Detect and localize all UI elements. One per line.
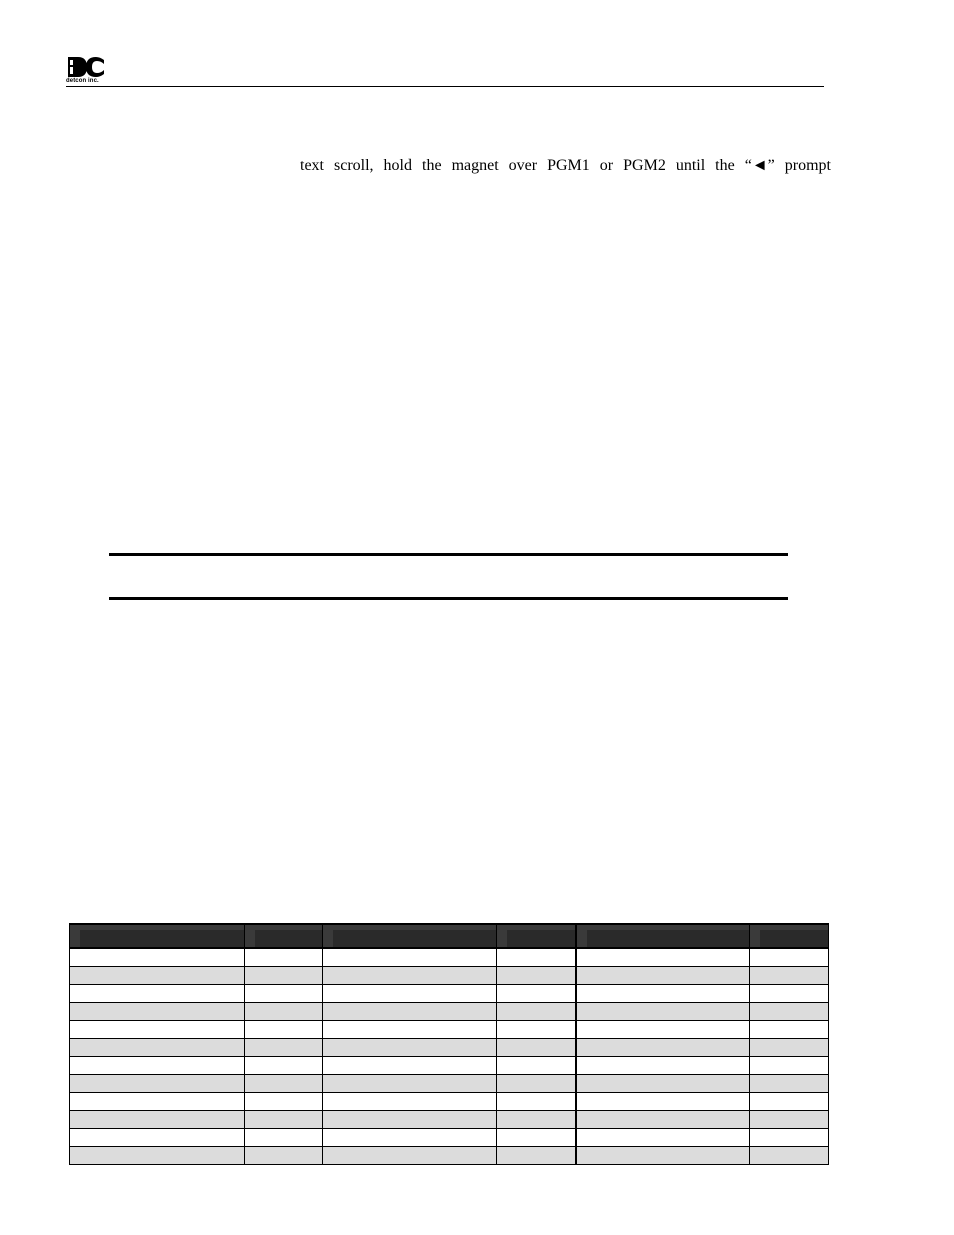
- table-cell: [323, 1147, 497, 1165]
- table-cell: [323, 985, 497, 1003]
- table-row: [70, 1093, 829, 1111]
- table-cell: [750, 967, 829, 985]
- table-cell: [576, 1039, 750, 1057]
- table-cell: [245, 1057, 323, 1075]
- table-cell: [750, 1111, 829, 1129]
- logo-caption: detcon inc.: [66, 78, 99, 84]
- table-row: [70, 1129, 829, 1147]
- table-cell: [70, 1039, 245, 1057]
- table-cell: [576, 948, 750, 967]
- table-cell: [750, 948, 829, 967]
- table-row: [70, 1039, 829, 1057]
- table-row: [70, 948, 829, 967]
- table-cell: [750, 1039, 829, 1057]
- table-cell: [245, 1129, 323, 1147]
- data-table: [69, 923, 829, 1165]
- table-cell: [497, 1021, 576, 1039]
- table-cell: [576, 1003, 750, 1021]
- table-cell: [497, 985, 576, 1003]
- table-cell: [323, 967, 497, 985]
- table-cell: [70, 948, 245, 967]
- table-cell: [245, 1021, 323, 1039]
- table-cell: [70, 985, 245, 1003]
- table-cell: [70, 1093, 245, 1111]
- table-cell: [245, 1075, 323, 1093]
- table-cell: [576, 1057, 750, 1075]
- table-cell: [750, 985, 829, 1003]
- table-cell: [245, 1147, 323, 1165]
- table-cell: [497, 1111, 576, 1129]
- table-cell: [576, 985, 750, 1003]
- table-cell: [323, 948, 497, 967]
- table-cell: [323, 1021, 497, 1039]
- table-header-row: [70, 924, 829, 948]
- table-cell: [70, 1129, 245, 1147]
- table-header-cell: [576, 924, 750, 948]
- table-row: [70, 1021, 829, 1039]
- table-cell: [245, 1003, 323, 1021]
- table-header-cell: [70, 924, 245, 948]
- table-cell: [497, 967, 576, 985]
- note-bottom-rule: [109, 597, 788, 600]
- table-cell: [70, 1003, 245, 1021]
- table-cell: [323, 1129, 497, 1147]
- table-cell: [750, 1129, 829, 1147]
- table-cell: [497, 1057, 576, 1075]
- table-row: [70, 1111, 829, 1129]
- table-cell: [497, 1147, 576, 1165]
- table-cell: [323, 1003, 497, 1021]
- table-cell: [576, 967, 750, 985]
- header-divider: [66, 86, 824, 87]
- note-top-rule: [109, 553, 788, 556]
- table-cell: [750, 1147, 829, 1165]
- table-cell: [323, 1093, 497, 1111]
- table-cell: [323, 1075, 497, 1093]
- table-cell: [245, 967, 323, 985]
- table-cell: [70, 1075, 245, 1093]
- table-cell: [576, 1075, 750, 1093]
- table-cell: [245, 1093, 323, 1111]
- table-cell: [323, 1111, 497, 1129]
- table-cell: [70, 1147, 245, 1165]
- table-cell: [245, 1039, 323, 1057]
- table-row: [70, 985, 829, 1003]
- table-cell: [70, 967, 245, 985]
- table-header-cell: [497, 924, 576, 948]
- table-header-cell: [750, 924, 829, 948]
- table-row: [70, 967, 829, 985]
- table-cell: [576, 1147, 750, 1165]
- table-row: [70, 1147, 829, 1165]
- table-cell: [576, 1093, 750, 1111]
- table-row: [70, 1057, 829, 1075]
- table-cell: [497, 1093, 576, 1111]
- table-cell: [323, 1057, 497, 1075]
- table-row: [70, 1003, 829, 1021]
- table-cell: [576, 1021, 750, 1039]
- table-cell: [245, 1111, 323, 1129]
- table-cell: [497, 1039, 576, 1057]
- detcon-logo-icon: [66, 56, 106, 78]
- table-cell: [497, 1129, 576, 1147]
- table-cell: [750, 1093, 829, 1111]
- table-cell: [245, 985, 323, 1003]
- table-cell: [497, 1003, 576, 1021]
- table-cell: [750, 1003, 829, 1021]
- table-cell: [497, 948, 576, 967]
- body-paragraph: text scroll, hold the magnet over PGM1 or PGM2 until the “◄” prompt: [300, 157, 831, 174]
- table-header-cell: [245, 924, 323, 948]
- table-cell: [576, 1111, 750, 1129]
- table-cell: [70, 1111, 245, 1129]
- table-header-cell: [323, 924, 497, 948]
- table-cell: [70, 1057, 245, 1075]
- table-cell: [323, 1039, 497, 1057]
- table-row: [70, 1075, 829, 1093]
- table-cell: [70, 1021, 245, 1039]
- table-cell: [245, 948, 323, 967]
- table-cell: [750, 1075, 829, 1093]
- table-cell: [750, 1021, 829, 1039]
- table-cell: [750, 1057, 829, 1075]
- table-cell: [576, 1129, 750, 1147]
- table-cell: [497, 1075, 576, 1093]
